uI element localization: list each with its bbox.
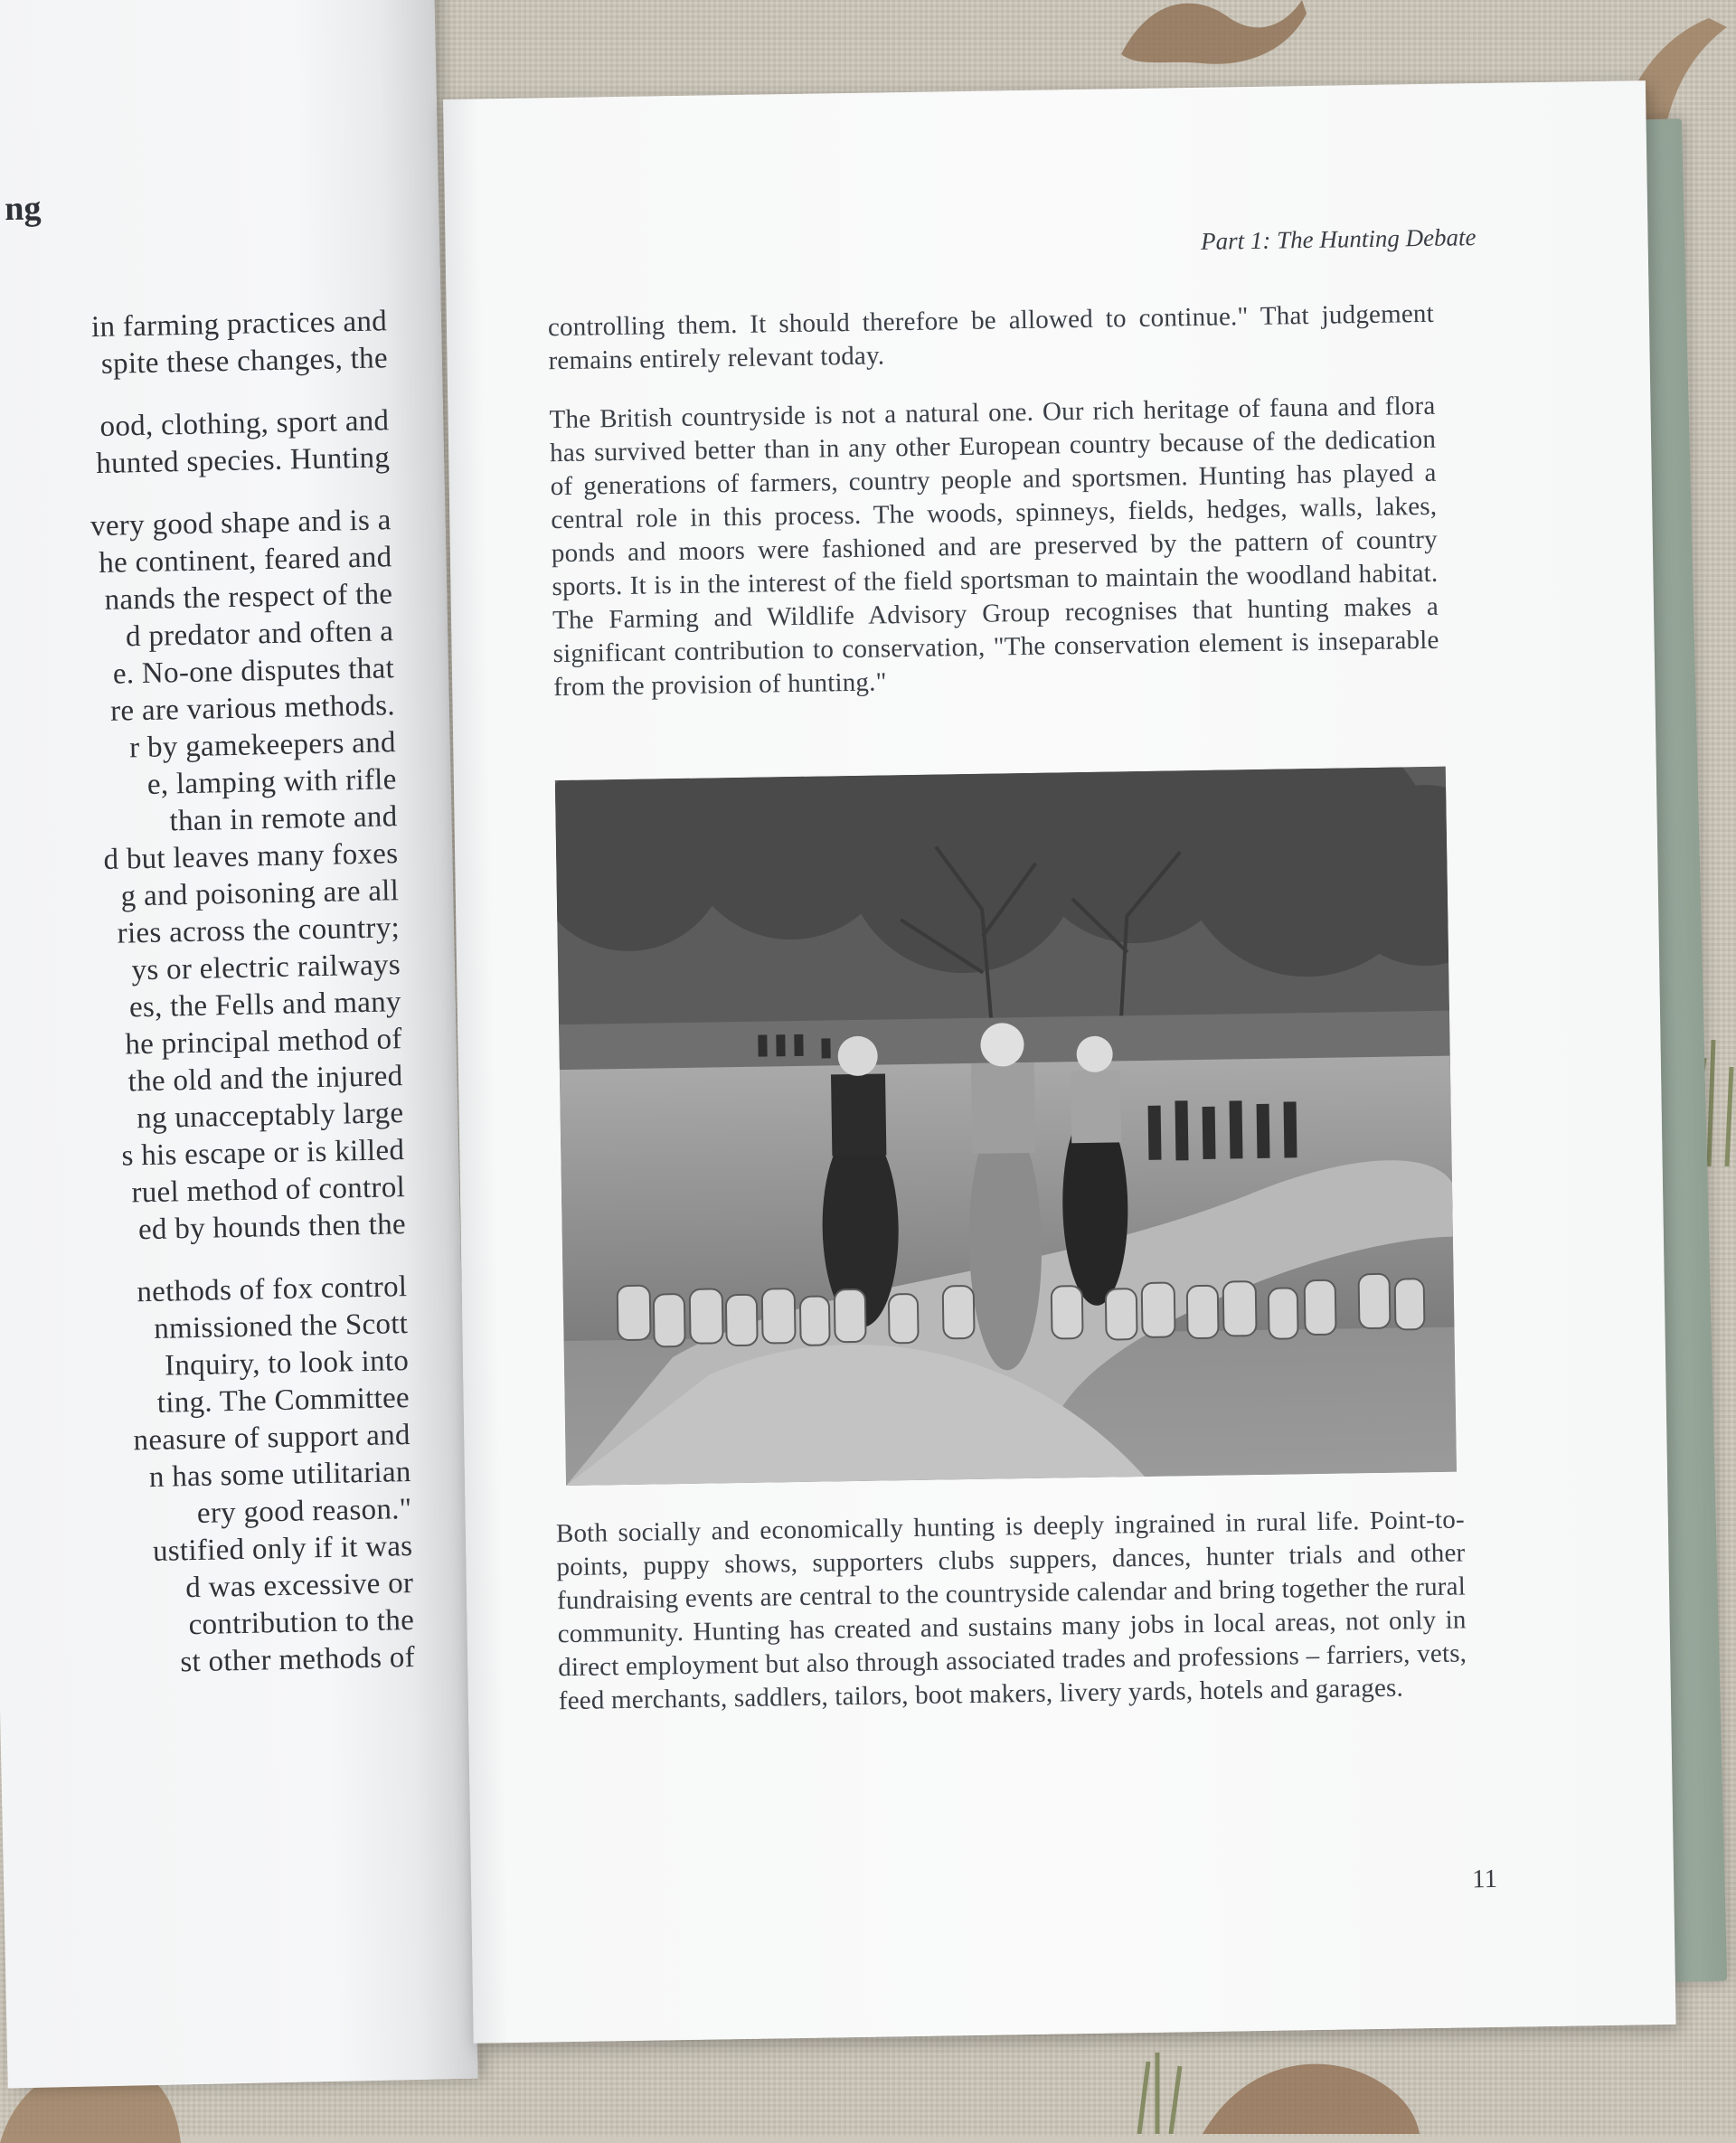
left-page-line: hunted species. Hunting [95, 441, 391, 481]
left-page-line: g and poisoning are all [120, 874, 400, 913]
left-page-line: ng unacceptably large [136, 1097, 404, 1136]
paragraph-1-text: controlling them. It should therefore be allowed to continue." That judgement remains entirely relevant today. [547, 298, 1435, 376]
hunt-photo-illustration [555, 767, 1457, 1486]
left-page-line: es, the Fells and many [128, 986, 402, 1024]
left-page-line: e. No-one disputes that [112, 652, 395, 691]
hunt-photograph [555, 767, 1457, 1486]
left-page-line: he principal method of [125, 1023, 402, 1062]
right-page [443, 80, 1676, 2044]
left-page-line: neasure of support and [133, 1419, 411, 1458]
left-page [0, 0, 478, 2088]
left-page-text [7, 303, 416, 1684]
left-page-line: d was excessive or [184, 1566, 414, 1605]
left-page-line: Inquiry, to look into [164, 1345, 410, 1383]
left-page-heading: ng [4, 189, 42, 229]
left-page-line: he continent, feared and [98, 541, 392, 581]
paragraph-2-text: The British countryside is not a natural one. Our rich heritage of fauna and flora has survived better than in any other European country because of the dedication of generations of farmers, country people and sportsmen. Hunting has played a central role in this process. The woods, spinneys, fields, hedges, walls, lakes, ponds and moors were fashioned and are preserved by the pattern of country sports. It is in the interest of the field sportsman to maintain the woodland habitat. The Farming and Wildlife Advisory Group recognises that hunting makes a significant contribution to conservation, "The conservation element is inseparable from the provision of hunting." [549, 391, 1439, 703]
left-page-line: very good shape and is a [90, 504, 392, 543]
paragraph-3 [556, 1503, 1467, 1718]
left-page-line: re are various methods. [109, 689, 396, 728]
left-page-line: ustified only if it was [152, 1529, 413, 1568]
paragraph-3-text: Both socially and economically hunting is deeply ingrained in rural life. Point-to-points, puppy shows, supporters clubs suppers, dances, hunter trials and other fundraising events are central to the countryside calendar and bring together the rural community. Hunting has created and sustains many jobs in local areas, not only in direct employment but also through associated trades and professions – farriers, vets, feed merchants, saddlers, tailors, boot makers, livery yards, hotels and garages. [555, 1505, 1467, 1716]
hare-motif-icon [1112, 0, 1311, 81]
page-number: 11 [1471, 1864, 1498, 1894]
left-page-line: n has some utilitarian [148, 1456, 411, 1495]
left-page-line: ed by hounds then the [137, 1208, 407, 1247]
left-page-line: d predator and often a [125, 615, 394, 654]
left-page-line: nmissioned the Scott [153, 1308, 409, 1345]
left-page-line: s his escape or is killed [121, 1134, 405, 1173]
left-page-line: the old and the injured [127, 1060, 403, 1099]
left-page-line: r by gamekeepers and [128, 726, 397, 765]
left-page-line: d but leaves many foxes [103, 837, 399, 876]
left-page-line: e, lamping with rifle [146, 763, 397, 801]
grass-motif-icon [1130, 2053, 1184, 2134]
left-page-line: ruel method of control [131, 1171, 406, 1210]
paragraph-2 [549, 390, 1439, 704]
hare-motif-icon [1194, 2034, 1429, 2143]
left-page-line: st other methods of [180, 1640, 416, 1679]
left-page-line: nethods of fox control [137, 1270, 408, 1309]
left-page-line: ys or electric railways [131, 949, 401, 987]
left-page-line: in farming practices and [90, 305, 388, 345]
left-page-line: ting. The Committee [156, 1382, 410, 1420]
left-page-line: than in remote and [169, 800, 398, 838]
left-page-line: contribution to the [188, 1603, 415, 1642]
left-page-line: ries across the country; [117, 911, 401, 950]
left-page-line: nands the respect of the [104, 578, 393, 617]
left-page-line: ood, clothing, sport and [99, 404, 390, 443]
paragraph-1 [548, 297, 1435, 378]
left-page-line: ery good reason." [196, 1492, 412, 1530]
running-head: Part 1: The Hunting Debate [1200, 223, 1477, 255]
left-page-line: spite these changes, the [100, 342, 389, 381]
